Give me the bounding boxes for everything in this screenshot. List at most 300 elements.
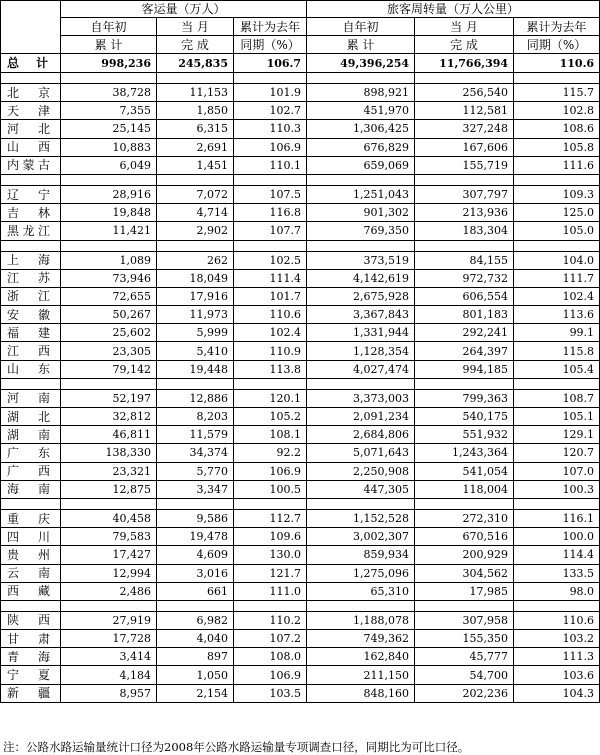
p-month-value: 4,040	[157, 630, 234, 648]
region-name: 新疆	[1, 684, 61, 702]
group-header-passenger-km: 旅客周转量（万人公里）	[307, 1, 600, 18]
k-month-value: 118,004	[415, 480, 514, 498]
spacer-cell	[307, 498, 415, 509]
k-month-value: 272,310	[415, 509, 514, 527]
k-month-value: 292,241	[415, 324, 514, 342]
p-month-value: 19,478	[157, 528, 234, 546]
p-month-value: 17,916	[157, 287, 234, 305]
p-yoy-value: 102.5	[234, 251, 307, 269]
k-month-value: 183,304	[415, 222, 514, 240]
table-row	[1, 389, 600, 407]
table-row	[1, 120, 600, 138]
k-ytd-value: 5,071,643	[307, 444, 415, 462]
spacer-cell	[1, 378, 61, 389]
total-label: 总计	[1, 54, 61, 73]
k-month-value: 307,958	[415, 611, 514, 629]
p-ytd-value: 52,197	[61, 389, 157, 407]
k-month-value: 45,777	[415, 648, 514, 666]
region-name: 甘肃	[1, 630, 61, 648]
table-row	[1, 611, 600, 629]
k-yoy-value: 107.0	[514, 462, 600, 480]
region-name: 宁夏	[1, 666, 61, 684]
spacer-cell	[1, 240, 61, 251]
p-yoy-value: 100.5	[234, 480, 307, 498]
k-ytd-value: 898,921	[307, 84, 415, 102]
k-ytd-value: 2,091,234	[307, 408, 415, 426]
k-yoy-value: 115.7	[514, 84, 600, 102]
k-ytd-value: 1,188,078	[307, 611, 415, 629]
spacer-cell	[234, 498, 307, 509]
k-ytd-value: 1,275,096	[307, 564, 415, 582]
k-yoy-value: 105.4	[514, 360, 600, 378]
k-month-value: 264,397	[415, 342, 514, 360]
p-ytd-value: 38,728	[61, 84, 157, 102]
spacer-cell	[514, 378, 600, 389]
table-row	[1, 648, 600, 666]
region-name: 江苏	[1, 269, 61, 287]
p-month-value: 6,982	[157, 611, 234, 629]
k-yoy-value: 99.1	[514, 324, 600, 342]
region-name: 内蒙古	[1, 156, 61, 174]
k-ytd-value: 65,310	[307, 582, 415, 600]
col-header-k-ytd-line1: 自年初	[307, 18, 415, 36]
k-ytd-value: 676,829	[307, 138, 415, 156]
table-row	[1, 324, 600, 342]
p-yoy-value: 112.7	[234, 509, 307, 527]
p-month-value: 7,072	[157, 185, 234, 203]
group-spacer-row	[1, 240, 600, 251]
spacer-cell	[1, 600, 61, 611]
p-ytd-value: 23,321	[61, 462, 157, 480]
table-row	[1, 462, 600, 480]
k-month-value: 1,243,364	[415, 444, 514, 462]
p-month-value: 4,609	[157, 546, 234, 564]
spacer-cell	[157, 600, 234, 611]
k-yoy-value: 111.6	[514, 156, 600, 174]
p-yoy-value: 109.6	[234, 528, 307, 546]
k-yoy-value: 108.6	[514, 120, 600, 138]
total-p-ytd: 998,236	[61, 54, 157, 73]
region-name: 浙江	[1, 287, 61, 305]
p-yoy-value: 113.8	[234, 360, 307, 378]
k-yoy-value: 114.4	[514, 546, 600, 564]
total-p-month: 245,835	[157, 54, 234, 73]
region-name: 四川	[1, 528, 61, 546]
region-name: 江西	[1, 342, 61, 360]
table-row	[1, 342, 600, 360]
col-header-k-month-line1: 当 月	[415, 18, 514, 36]
p-month-value: 6,315	[157, 120, 234, 138]
p-yoy-value: 110.9	[234, 342, 307, 360]
p-yoy-value: 107.7	[234, 222, 307, 240]
region-name: 海南	[1, 480, 61, 498]
table-row	[1, 269, 600, 287]
p-yoy-value: 106.9	[234, 462, 307, 480]
col-header-p-ytd-line2: 累 计	[61, 36, 157, 54]
k-month-value: 972,732	[415, 269, 514, 287]
spacer-cell	[514, 73, 600, 84]
k-yoy-value: 133.5	[514, 564, 600, 582]
p-yoy-value: 108.1	[234, 426, 307, 444]
group-header-passengers: 客运量（万人）	[61, 1, 307, 18]
p-yoy-value: 110.6	[234, 306, 307, 324]
p-ytd-value: 17,728	[61, 630, 157, 648]
region-name: 云南	[1, 564, 61, 582]
table-row	[1, 408, 600, 426]
p-month-value: 9,586	[157, 509, 234, 527]
spacer-cell	[307, 240, 415, 251]
p-yoy-value: 107.5	[234, 185, 307, 203]
k-month-value: 155,350	[415, 630, 514, 648]
p-ytd-value: 19,848	[61, 204, 157, 222]
p-month-value: 262	[157, 251, 234, 269]
region-name: 陕西	[1, 611, 61, 629]
k-month-value: 213,936	[415, 204, 514, 222]
spacer-cell	[415, 73, 514, 84]
region-name: 重庆	[1, 509, 61, 527]
p-ytd-value: 50,267	[61, 306, 157, 324]
p-yoy-value: 103.5	[234, 684, 307, 702]
p-yoy-value: 102.4	[234, 324, 307, 342]
total-k-month: 11,766,394	[415, 54, 514, 73]
spacer-cell	[157, 498, 234, 509]
k-yoy-value: 103.6	[514, 666, 600, 684]
spacer-cell	[1, 174, 61, 185]
region-name: 安徽	[1, 306, 61, 324]
k-month-value: 84,155	[415, 251, 514, 269]
col-header-k-month-line2: 完 成	[415, 36, 514, 54]
p-yoy-value: 101.7	[234, 287, 307, 305]
p-month-value: 1,050	[157, 666, 234, 684]
region-name: 吉林	[1, 204, 61, 222]
p-yoy-value: 110.3	[234, 120, 307, 138]
k-ytd-value: 859,934	[307, 546, 415, 564]
p-ytd-value: 32,812	[61, 408, 157, 426]
k-yoy-value: 100.0	[514, 528, 600, 546]
group-spacer-row	[1, 600, 600, 611]
region-name: 西藏	[1, 582, 61, 600]
p-ytd-value: 12,875	[61, 480, 157, 498]
p-yoy-value: 92.2	[234, 444, 307, 462]
p-month-value: 2,902	[157, 222, 234, 240]
group-spacer-row	[1, 498, 600, 509]
spacer-cell	[61, 240, 157, 251]
p-ytd-value: 138,330	[61, 444, 157, 462]
spacer-cell	[234, 73, 307, 84]
k-month-value: 307,797	[415, 185, 514, 203]
table-row	[1, 480, 600, 498]
table-row	[1, 426, 600, 444]
spacer-cell	[415, 240, 514, 251]
k-month-value: 670,516	[415, 528, 514, 546]
k-ytd-value: 901,302	[307, 204, 415, 222]
k-ytd-value: 162,840	[307, 648, 415, 666]
k-yoy-value: 113.6	[514, 306, 600, 324]
p-ytd-value: 79,583	[61, 528, 157, 546]
k-ytd-value: 4,027,474	[307, 360, 415, 378]
table-row	[1, 528, 600, 546]
p-month-value: 19,448	[157, 360, 234, 378]
k-month-value: 202,236	[415, 684, 514, 702]
p-yoy-value: 106.9	[234, 666, 307, 684]
k-month-value: 54,700	[415, 666, 514, 684]
p-ytd-value: 28,916	[61, 185, 157, 203]
k-ytd-value: 2,684,806	[307, 426, 415, 444]
p-ytd-value: 3,414	[61, 648, 157, 666]
k-ytd-value: 373,519	[307, 251, 415, 269]
col-header-k-yoy-line2: 同期（%）	[514, 36, 600, 54]
p-ytd-value: 7,355	[61, 102, 157, 120]
spacer-cell	[234, 600, 307, 611]
spacer-cell	[307, 600, 415, 611]
k-yoy-value: 115.8	[514, 342, 600, 360]
p-ytd-value: 8,957	[61, 684, 157, 702]
k-month-value: 155,719	[415, 156, 514, 174]
k-month-value: 551,932	[415, 426, 514, 444]
spacer-cell	[234, 378, 307, 389]
k-yoy-value: 125.0	[514, 204, 600, 222]
p-month-value: 5,999	[157, 324, 234, 342]
k-yoy-value: 100.3	[514, 480, 600, 498]
p-yoy-value: 120.1	[234, 389, 307, 407]
p-ytd-value: 25,145	[61, 120, 157, 138]
col-header-p-month-line1: 当 月	[157, 18, 234, 36]
table-row	[1, 564, 600, 582]
p-yoy-value: 101.9	[234, 84, 307, 102]
col-header-p-ytd-line1: 自年初	[61, 18, 157, 36]
p-ytd-value: 6,049	[61, 156, 157, 174]
k-ytd-value: 447,305	[307, 480, 415, 498]
table-row	[1, 204, 600, 222]
p-ytd-value: 17,427	[61, 546, 157, 564]
p-ytd-value: 11,421	[61, 222, 157, 240]
col-header-k-yoy-line1: 累计为去年	[514, 18, 600, 36]
region-name: 黑龙江	[1, 222, 61, 240]
spacer-cell	[307, 73, 415, 84]
header-corner-cell	[1, 1, 61, 54]
k-yoy-value: 129.1	[514, 426, 600, 444]
k-ytd-value: 1,331,944	[307, 324, 415, 342]
region-name: 山东	[1, 360, 61, 378]
k-ytd-value: 3,002,307	[307, 528, 415, 546]
p-yoy-value: 130.0	[234, 546, 307, 564]
p-month-value: 1,451	[157, 156, 234, 174]
region-name: 湖南	[1, 426, 61, 444]
footnote: 注：公路水路运输量统计口径为2008年公路水路运输量专项调查口径，同期比为可比口径。	[3, 740, 470, 754]
k-month-value: 200,929	[415, 546, 514, 564]
p-month-value: 11,579	[157, 426, 234, 444]
spacer-cell	[307, 174, 415, 185]
p-yoy-value: 107.2	[234, 630, 307, 648]
col-header-p-yoy-line1: 累计为去年	[234, 18, 307, 36]
p-month-value: 897	[157, 648, 234, 666]
table-row	[1, 251, 600, 269]
spacer-cell	[157, 174, 234, 185]
spacer-cell	[514, 240, 600, 251]
k-yoy-value: 102.4	[514, 287, 600, 305]
region-name: 辽宁	[1, 185, 61, 203]
k-yoy-value: 102.8	[514, 102, 600, 120]
spacer-cell	[61, 600, 157, 611]
region-name: 青海	[1, 648, 61, 666]
spacer-cell	[1, 73, 61, 84]
table-row	[1, 306, 600, 324]
p-month-value: 3,347	[157, 480, 234, 498]
total-k-yoy: 110.6	[514, 54, 600, 73]
k-yoy-value: 108.7	[514, 389, 600, 407]
k-month-value: 304,562	[415, 564, 514, 582]
table-row	[1, 102, 600, 120]
spacer-cell	[415, 174, 514, 185]
table-row	[1, 666, 600, 684]
header-row-sub-1	[1, 18, 600, 36]
p-month-value: 34,374	[157, 444, 234, 462]
spacer-cell	[514, 600, 600, 611]
p-month-value: 11,153	[157, 84, 234, 102]
table-row	[1, 444, 600, 462]
p-yoy-value: 116.8	[234, 204, 307, 222]
p-month-value: 3,016	[157, 564, 234, 582]
p-month-value: 2,154	[157, 684, 234, 702]
k-ytd-value: 1,128,354	[307, 342, 415, 360]
p-month-value: 1,850	[157, 102, 234, 120]
group-spacer-row	[1, 73, 600, 84]
spacer-cell	[234, 174, 307, 185]
k-ytd-value: 848,160	[307, 684, 415, 702]
table-row	[1, 546, 600, 564]
k-ytd-value: 659,069	[307, 156, 415, 174]
k-yoy-value: 109.3	[514, 185, 600, 203]
p-month-value: 5,410	[157, 342, 234, 360]
p-month-value: 8,203	[157, 408, 234, 426]
p-month-value: 2,691	[157, 138, 234, 156]
table-row	[1, 287, 600, 305]
k-yoy-value: 111.3	[514, 648, 600, 666]
p-yoy-value: 110.2	[234, 611, 307, 629]
k-month-value: 541,054	[415, 462, 514, 480]
spacer-cell	[415, 378, 514, 389]
total-k-ytd: 49,396,254	[307, 54, 415, 73]
k-month-value: 256,540	[415, 84, 514, 102]
p-yoy-value: 102.7	[234, 102, 307, 120]
spacer-cell	[307, 378, 415, 389]
k-yoy-value: 110.6	[514, 611, 600, 629]
k-month-value: 801,183	[415, 306, 514, 324]
k-yoy-value: 103.2	[514, 630, 600, 648]
p-ytd-value: 2,486	[61, 582, 157, 600]
table-row	[1, 222, 600, 240]
spacer-cell	[61, 498, 157, 509]
k-yoy-value: 116.1	[514, 509, 600, 527]
p-month-value: 5,770	[157, 462, 234, 480]
table-row	[1, 156, 600, 174]
p-yoy-value: 105.2	[234, 408, 307, 426]
k-ytd-value: 2,675,928	[307, 287, 415, 305]
region-name: 广东	[1, 444, 61, 462]
p-ytd-value: 46,811	[61, 426, 157, 444]
p-ytd-value: 1,089	[61, 251, 157, 269]
region-name: 河南	[1, 389, 61, 407]
region-name: 北京	[1, 84, 61, 102]
col-header-p-month-line2: 完 成	[157, 36, 234, 54]
k-yoy-value: 98.0	[514, 582, 600, 600]
k-yoy-value: 105.0	[514, 222, 600, 240]
table-row	[1, 360, 600, 378]
region-name: 上海	[1, 251, 61, 269]
region-name: 福建	[1, 324, 61, 342]
p-ytd-value: 25,602	[61, 324, 157, 342]
k-month-value: 799,363	[415, 389, 514, 407]
k-month-value: 994,185	[415, 360, 514, 378]
p-yoy-value: 110.1	[234, 156, 307, 174]
p-ytd-value: 72,655	[61, 287, 157, 305]
p-ytd-value: 10,883	[61, 138, 157, 156]
p-yoy-value: 108.0	[234, 648, 307, 666]
table-row	[1, 138, 600, 156]
region-name: 河北	[1, 120, 61, 138]
k-month-value: 606,554	[415, 287, 514, 305]
spacer-cell	[61, 378, 157, 389]
spacer-cell	[157, 378, 234, 389]
k-yoy-value: 105.8	[514, 138, 600, 156]
k-yoy-value: 104.3	[514, 684, 600, 702]
group-spacer-row	[1, 174, 600, 185]
k-ytd-value: 4,142,619	[307, 269, 415, 287]
group-spacer-row	[1, 378, 600, 389]
k-yoy-value: 105.1	[514, 408, 600, 426]
region-name: 广西	[1, 462, 61, 480]
p-ytd-value: 27,919	[61, 611, 157, 629]
header-row-sub-2	[1, 36, 600, 54]
spacer-cell	[514, 498, 600, 509]
p-month-value: 661	[157, 582, 234, 600]
col-header-k-ytd-line2: 累 计	[307, 36, 415, 54]
p-ytd-value: 73,946	[61, 269, 157, 287]
col-header-p-yoy-line2: 同期（%）	[234, 36, 307, 54]
spacer-cell	[415, 600, 514, 611]
table-row	[1, 630, 600, 648]
total-p-yoy: 106.7	[234, 54, 307, 73]
k-ytd-value: 749,362	[307, 630, 415, 648]
region-name: 山西	[1, 138, 61, 156]
spacer-cell	[514, 174, 600, 185]
k-yoy-value: 104.0	[514, 251, 600, 269]
p-month-value: 4,714	[157, 204, 234, 222]
table-row	[1, 509, 600, 527]
spacer-cell	[1, 498, 61, 509]
k-ytd-value: 1,152,528	[307, 509, 415, 527]
k-yoy-value: 120.7	[514, 444, 600, 462]
k-month-value: 17,985	[415, 582, 514, 600]
p-month-value: 18,049	[157, 269, 234, 287]
header-row-group	[1, 1, 600, 18]
spacer-cell	[234, 240, 307, 251]
k-ytd-value: 769,350	[307, 222, 415, 240]
k-ytd-value: 3,367,843	[307, 306, 415, 324]
k-ytd-value: 1,306,425	[307, 120, 415, 138]
p-yoy-value: 121.7	[234, 564, 307, 582]
p-month-value: 11,973	[157, 306, 234, 324]
region-name: 湖北	[1, 408, 61, 426]
p-ytd-value: 4,184	[61, 666, 157, 684]
table-row	[1, 185, 600, 203]
total-row	[1, 54, 600, 73]
spacer-cell	[415, 498, 514, 509]
p-ytd-value: 79,142	[61, 360, 157, 378]
k-ytd-value: 1,251,043	[307, 185, 415, 203]
p-ytd-value: 40,458	[61, 509, 157, 527]
k-month-value: 327,248	[415, 120, 514, 138]
